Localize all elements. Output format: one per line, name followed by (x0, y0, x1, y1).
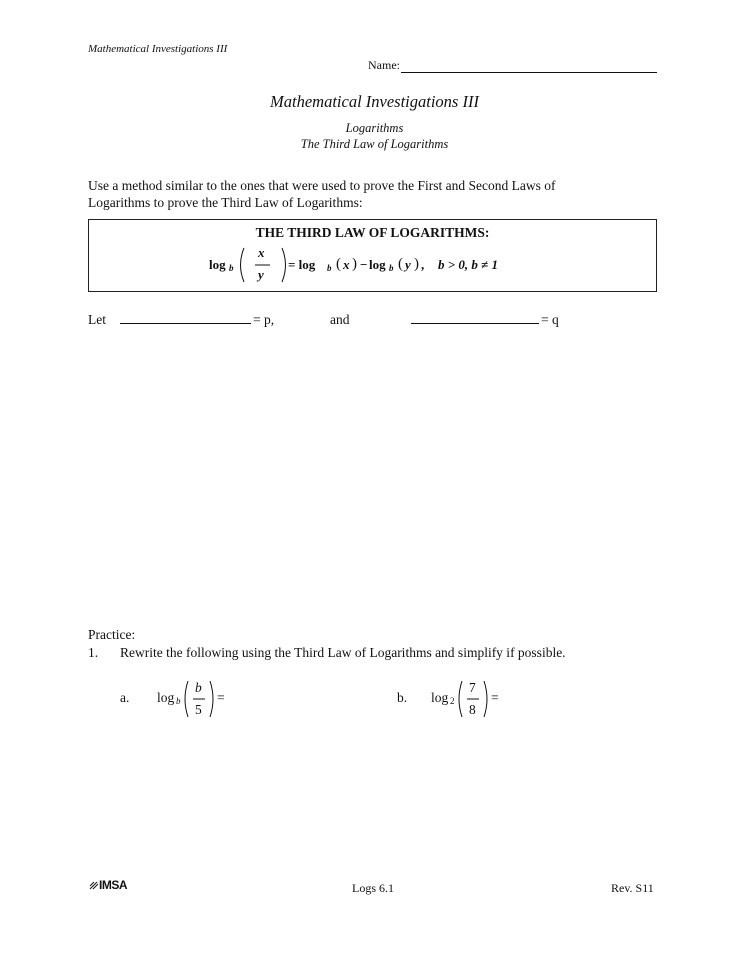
question-1 (88, 645, 566, 661)
part-a-equals: = (217, 690, 225, 705)
formula-condition: b > 0, b ≠ 1 (438, 257, 499, 272)
formula-base-2: b (327, 263, 332, 273)
q-blank[interactable] (411, 312, 539, 324)
p-equation (253, 312, 274, 328)
formula-base: b (229, 263, 234, 273)
formula-log: log (209, 257, 226, 272)
practice-heading: Practice: (88, 627, 136, 642)
formula-x: x (343, 257, 350, 272)
subtitle-topic: Logarithms (345, 121, 404, 135)
formula-comma: , (421, 257, 425, 272)
formula-paren-close-2: ) (414, 256, 419, 272)
formula-minus-log: log (369, 257, 386, 272)
formula-numerator: x (258, 245, 265, 260)
let-label: Let (88, 312, 106, 327)
law-heading: THE THIRD LAW OF LOGARITHMS: (255, 225, 490, 240)
footer-revision: Rev. S11 (611, 881, 654, 895)
part-b-expression (431, 678, 511, 720)
p-blank[interactable] (120, 312, 251, 324)
formula-paren-open-1: ( (336, 256, 341, 272)
page-title: Mathematical Investigations III (270, 92, 479, 111)
formula-paren-close-1: ) (352, 256, 357, 272)
part-a-label: a. (120, 690, 130, 705)
formula-equals-log: = log (288, 257, 316, 272)
imsa-logo-mark (89, 880, 99, 890)
formula-base-3: b (389, 263, 394, 273)
part-a-numerator: b (195, 680, 202, 695)
subtitle-law: The Third Law of Logarithms (300, 137, 449, 151)
intro-text (88, 177, 668, 211)
part-a-expression (157, 678, 237, 720)
footer-center: Logs 6.1 (352, 881, 394, 895)
header-course: Mathematical Investigations III (88, 43, 228, 55)
question-1-text: Rewrite the following using the Third Law of Logarithms and simplify if possible. (120, 645, 566, 660)
and-label: and (330, 312, 350, 327)
part-b-base: 2 (450, 696, 455, 706)
formula-y: y (405, 257, 411, 272)
p-equation-text: = p, (253, 312, 275, 327)
law-box (88, 219, 657, 292)
name-label: Name: (368, 58, 400, 72)
name-line (401, 60, 657, 73)
part-a-denominator: 5 (195, 702, 202, 717)
part-b-label: b. (397, 690, 408, 705)
part-b-numerator: 7 (469, 680, 476, 695)
part-a-base: b (176, 696, 181, 706)
intro-line-1: Use a method similar to the ones that were used to prove the First and Second Laws of (88, 178, 556, 193)
formula-paren-open-2: ( (398, 256, 403, 272)
law-formula (209, 245, 609, 285)
question-1-number: 1. (88, 645, 99, 660)
formula-denominator: y (258, 267, 264, 282)
formula-minus: − (360, 257, 368, 272)
part-b-equals: = (491, 690, 499, 705)
part-a-log: log (157, 690, 175, 705)
imsa-logo-text: IMSA (99, 878, 127, 892)
part-b-log: log (431, 690, 449, 705)
name-field (368, 58, 657, 73)
imsa-logo (89, 878, 127, 892)
q-equation: = q (541, 312, 559, 327)
part-b-denominator: 8 (469, 702, 476, 717)
intro-line-2: Logarithms to prove the Third Law of Logarithms: (88, 195, 363, 210)
